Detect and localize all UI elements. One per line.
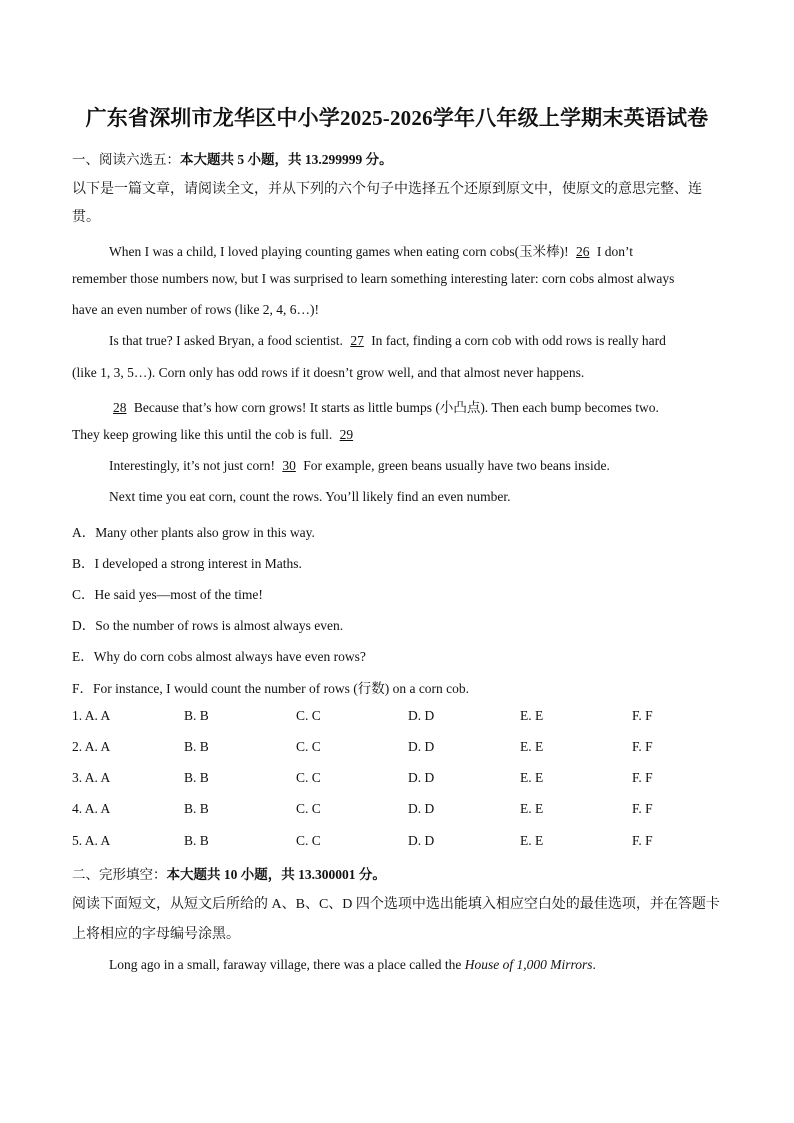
section1-desc: 本大题共 5 小题，共 13.299999 分。 <box>180 152 393 167</box>
passage2-p1-line1 <box>109 957 596 973</box>
section2-prefix: 二、完形填空： <box>72 867 167 882</box>
passage-p2-line2: (like 1, 3, 5…). Corn only has odd rows if it doesn’t grow well, and that almost never happens. <box>72 365 585 380</box>
option-a: A．Many other plants also grow in this way. <box>72 525 315 540</box>
answer-choice[interactable]: E. E <box>520 708 544 723</box>
passage-text: When I was a child, I loved playing counting games when eating corn cobs(玉米棒)! <box>109 244 569 259</box>
option-b: B．I developed a strong interest in Maths. <box>72 556 302 571</box>
answer-choice[interactable]: E. E <box>520 770 544 785</box>
passage-text: I don’t <box>596 244 633 259</box>
section1-instruction-line1: 以下是一篇文章，请阅读全文，并从下列的六个句子中选择五个还原到原文中，使原文的意思完整、连 <box>72 182 702 197</box>
option-d: D．So the number of rows is almost always even. <box>72 618 344 633</box>
passage-italic-title: House of 1,000 Mirrors <box>464 957 593 972</box>
answer-row-1 <box>72 708 732 726</box>
answer-choice[interactable]: 1. A. A <box>72 708 111 723</box>
blank-28: 28 <box>113 400 127 415</box>
answer-choice[interactable]: B. B <box>184 833 209 848</box>
section2-desc: 本大题共 10 小题，共 13.300001 分。 <box>166 867 386 882</box>
passage-text: Interestingly, it’s not just corn! <box>109 458 275 473</box>
answer-choice[interactable]: F. F <box>632 739 653 754</box>
answer-choice[interactable]: C. C <box>296 739 321 754</box>
answer-choice[interactable]: 3. A. A <box>72 770 111 785</box>
answer-choice[interactable]: D. D <box>408 739 435 754</box>
passage-p4-line1 <box>109 458 610 474</box>
answer-choice[interactable]: D. D <box>408 833 435 848</box>
answer-choice[interactable]: D. D <box>408 708 435 723</box>
passage-text: . <box>592 957 596 972</box>
blank-27: 27 <box>350 333 364 348</box>
answer-choice[interactable]: F. F <box>632 770 653 785</box>
answer-choice[interactable]: C. C <box>296 833 321 848</box>
answer-choice[interactable]: B. B <box>184 708 209 723</box>
page-title: 广东省深圳市龙华区中小学2025-2026学年八年级上学期末英语试卷 <box>85 106 709 130</box>
answer-row-3 <box>72 770 732 788</box>
passage-p1-line2: remember those numbers now, but I was surprised to learn something interesting later: corn cobs almost always <box>72 271 675 286</box>
passage-text: Long ago in a small, faraway village, there was a place called the <box>109 957 462 972</box>
answer-choice[interactable]: E. E <box>520 739 544 754</box>
passage-text: They keep growing like this until the cob is full. <box>72 427 333 442</box>
answer-choice[interactable]: B. B <box>184 801 209 816</box>
section1-heading <box>72 148 393 168</box>
passage-p1-line1 <box>109 240 633 260</box>
option-f: F．For instance, I would count the number of rows (行数) on a corn cob. <box>72 681 470 696</box>
answer-choice[interactable]: C. C <box>296 708 321 723</box>
answer-choice[interactable]: C. C <box>296 801 321 816</box>
answer-choice[interactable]: 5. A. A <box>72 833 111 848</box>
answer-choice[interactable]: D. D <box>408 770 435 785</box>
section1-prefix: 一、阅读六选五： <box>72 152 180 167</box>
section2-instruction-line2: 上将相应的字母编号涂黑。 <box>72 927 240 942</box>
answer-choice[interactable]: F. F <box>632 833 653 848</box>
section2-instruction-line1: 阅读下面短文，从短文后所给的 A、B、C、D 四个选项中选出能填入相应空白处的最佳选项，并在答题卡 <box>72 897 720 912</box>
passage-p3-line2 <box>72 427 357 443</box>
passage-text: For example, green beans usually have two beans inside. <box>303 458 610 473</box>
answer-choice[interactable]: E. E <box>520 801 544 816</box>
answer-choice[interactable]: C. C <box>296 770 321 785</box>
blank-29: 29 <box>339 427 354 442</box>
answer-choice[interactable]: D. D <box>408 801 435 816</box>
passage-p3-line1 <box>109 396 659 416</box>
passage-p2-line1 <box>109 333 666 349</box>
passage-text: Because that’s how corn grows! It starts as little bumps (小凸点). Then each bump becomes two. <box>133 400 659 415</box>
answer-choice[interactable]: E. E <box>520 833 544 848</box>
answer-choice[interactable]: B. B <box>184 770 209 785</box>
passage-text: Is that true? I asked Bryan, a food scientist. <box>109 333 343 348</box>
answer-choice[interactable]: 4. A. A <box>72 801 111 816</box>
section1-instruction-line2: 贯。 <box>72 210 100 225</box>
answer-choice[interactable]: B. B <box>184 739 209 754</box>
blank-30: 30 <box>282 458 296 473</box>
section2-heading <box>72 863 386 883</box>
passage-p5-line1: Next time you eat corn, count the rows. You’ll likely find an even number. <box>109 489 511 504</box>
answer-row-2 <box>72 739 732 757</box>
blank-26: 26 <box>576 244 590 259</box>
passage-text: In fact, finding a corn cob with odd rows is really hard <box>371 333 666 348</box>
answer-row-5 <box>72 833 732 851</box>
answer-choice[interactable]: F. F <box>632 801 653 816</box>
answer-choice[interactable]: F. F <box>632 708 653 723</box>
option-e: E．Why do corn cobs almost always have even rows? <box>72 649 366 664</box>
option-c: C．He said yes—most of the time! <box>72 587 263 602</box>
passage-p1-line3: have an even number of rows (like 2, 4, 6…)! <box>72 302 320 317</box>
answer-choice[interactable]: 2. A. A <box>72 739 111 754</box>
answer-row-4 <box>72 801 732 819</box>
